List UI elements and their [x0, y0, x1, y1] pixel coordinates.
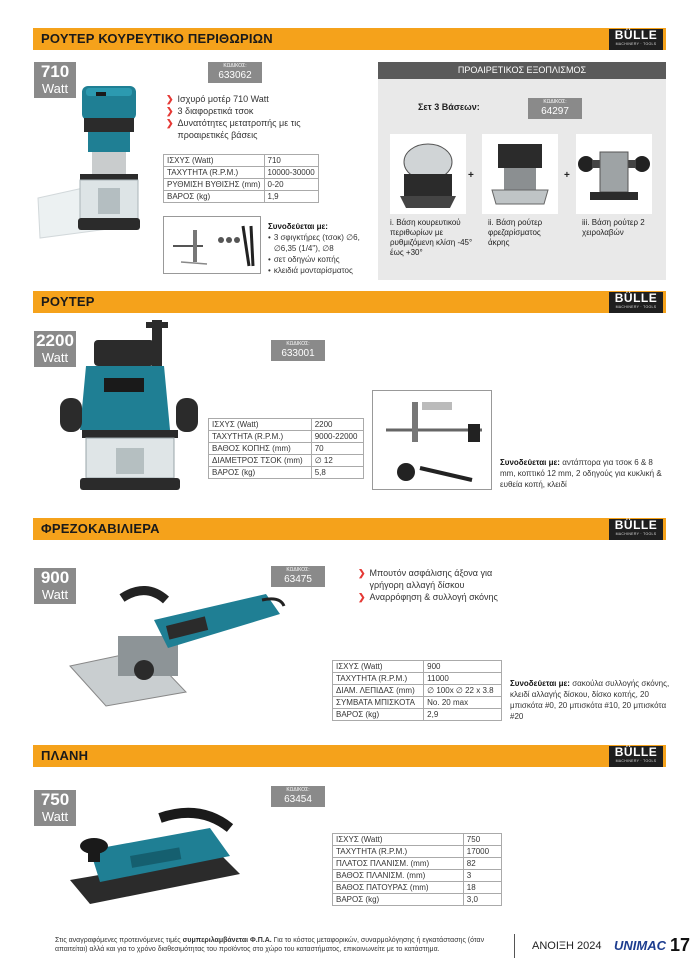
section-title: ΦΡΕΖΟΚΑΒΙΛΙΕΡΑ	[41, 521, 160, 536]
product-code-badge: ΚΩΔΙΚΟΣ: 633001	[271, 340, 325, 361]
chevron-right-icon: ❯	[166, 118, 174, 128]
bulle-logo: BÜLLE MACHINERY · TOOLS	[609, 292, 663, 313]
watt-badge: 750 Watt	[34, 790, 76, 826]
section-title: ΠΛΑΝΗ	[41, 748, 89, 763]
watt-badge: 900 Watt	[34, 568, 76, 604]
spec-row: ΒΑΡΟΣ (kg) 3,0	[333, 894, 502, 906]
product-code-badge: ΚΩΔΙΚΟΣ: 63454	[271, 786, 325, 807]
chevron-right-icon: ❯	[358, 592, 366, 602]
chevron-right-icon: ❯	[166, 94, 174, 104]
spec-row: ΙΣΧΥΣ (Watt) 900	[333, 661, 502, 673]
optional-header: ΠΡΟΑΙΡΕΤΙΚΟΣ ΕΞΟΠΛΙΣΜΟΣ	[378, 62, 666, 79]
spec-row: ΒΑΡΟΣ (kg) 2,9	[333, 709, 502, 721]
spec-table	[332, 660, 502, 721]
watt-badge: 2200 Watt	[34, 331, 76, 367]
spec-row: ΒΑΡΟΣ (kg) 1,9	[164, 191, 319, 203]
plus-sign: +	[468, 170, 474, 181]
feature-item: ❯ Δυνατότητες μετατροπής με τις προαιρετικές βάσεις	[166, 118, 301, 140]
feature-item: ❯ Αναρρόφηση & συλλογή σκόνης	[358, 592, 498, 602]
included-accessories: Συνοδεύεται με: σακούλα συλλογής σκόνης, κλειδί αλλαγής δίσκου, δίσκο κοπής, 20 μπισκότα #0, 20 μπισκότα #10, 20 μπισκότα #20	[510, 679, 670, 721]
trim-router-photo	[36, 78, 164, 268]
page-footer	[0, 932, 700, 962]
section-header-biscuit-joiner	[33, 518, 666, 540]
section-header-router	[33, 291, 666, 313]
spec-row: ΔΙΑΜ. ΛΕΠΙΔΑΣ (mm) ∅ 100x ∅ 22 x 3.8	[333, 685, 502, 697]
feature-item: ❯ Μπουτόν ασφάλισης άξονα για γρήγορη αλλαγή δίσκου	[358, 568, 493, 590]
spec-row: ΙΣΧΥΣ (Watt) 750	[333, 834, 502, 846]
spec-table	[208, 418, 364, 479]
included-accessories: Συνοδεύεται με: • 3 σφιγκτήρες (τσοκ) ∅6, ∅6,35 (1/4"), ∅8 • σετ οδηγών κοπής • κλειδιά μονταρίσματος	[268, 221, 374, 276]
feature-item: ❯ 3 διαφορετικά τσοκ	[166, 106, 254, 116]
spec-row: ΠΛΑΤΟΣ ΠΛΑΝΙΣΜ. (mm) 82	[333, 858, 502, 870]
product-code-badge: ΚΩΔΙΚΟΣ: 64297	[528, 98, 582, 119]
bulle-logo: BÜLLE MACHINERY · TOOLS	[609, 519, 663, 540]
plus-sign: +	[564, 170, 570, 181]
spec-row: ΤΑΧΥΤΗΤΑ (R.P.M.) 9000-22000	[209, 431, 364, 443]
base-i-image	[390, 134, 466, 214]
list-item: • 3 σφιγκτήρες (τσοκ) ∅6, ∅6,35 (1/4"), ∅8	[268, 233, 360, 253]
list-item: • κλειδιά μονταρίσματος	[268, 266, 353, 275]
chevron-right-icon: ❯	[166, 106, 174, 116]
unimac-logo: UNIMAC	[614, 938, 666, 953]
product-code-badge: ΚΩΔΙΚΟΣ: 63475	[271, 566, 325, 587]
spec-row: ΔΙΑΜΕΤΡΟΣ ΤΣΟΚ (mm) ∅ 12	[209, 455, 364, 467]
spec-row: ΣΥΜΒΑΤΑ ΜΠΙΣΚΟΤΑ No. 20 max	[333, 697, 502, 709]
season-label: ΑΝΟΙΞΗ 2024	[532, 940, 602, 952]
router-photo	[60, 320, 200, 500]
optional-equipment-panel	[378, 62, 666, 280]
included-accessories: Συνοδεύεται με: αντάπτορα για τσοκ 6 & 8 mm, κοπτικό 12 mm, 2 οδηγούς για κυκλική & ευθεία κοπή, κλειδί	[500, 458, 662, 489]
bulle-logo: BÜLLE MACHINERY · TOOLS	[609, 29, 663, 50]
spec-row: ΤΑΧΥΤΗΤΑ (R.P.M.) 11000	[333, 673, 502, 685]
watt-badge: 710 Watt	[34, 62, 76, 98]
base-iii-caption: iii. Βάση ρούτερ 2 χειρολαβών	[582, 218, 645, 237]
spec-row: ΙΣΧΥΣ (Watt) 2200	[209, 419, 364, 431]
spec-row: ΤΑΧΥΤΗΤΑ (R.P.M.) 17000	[333, 846, 502, 858]
spec-row: ΒΑΘΟΣ ΚΟΠΗΣ (mm) 70	[209, 443, 364, 455]
section-header-trimmer	[33, 28, 666, 50]
spec-row: ΒΑΘΟΣ ΠΛΑΝΙΣΜ. (mm) 3	[333, 870, 502, 882]
spec-row: ΡΥΘΜΙΣΗ ΒΥΘΙΣΗΣ (mm) 0-20	[164, 179, 319, 191]
chevron-right-icon: ❯	[358, 568, 366, 578]
disclaimer-text: Στις αναγραφόμενες προτεινόμενες τιμές συμπεριλαμβάνεται Φ.Π.Α. Για το κόστος μεταφορικών, συναρμολόγησης ή εγκατάστασης (όταν απαιτείται) αλλά και για το χρόνο διαθεσιμότητας του προϊόντος στο χώρο του καταστήματος, επικοινωνείτε με το κατάστημα.	[55, 937, 485, 953]
biscuit-joiner-photo	[66, 580, 286, 710]
set-label: Σετ 3 Βάσεων:	[418, 102, 480, 112]
list-item: • σετ οδηγών κοπής	[268, 255, 340, 264]
spec-table	[163, 154, 319, 203]
base-i-caption: i. Βάση κουρευτικού περιθωρίων με ρυθμιζόμενη κλίση -45° έως +30°	[390, 218, 473, 257]
spec-table	[332, 833, 502, 906]
feature-list	[358, 567, 508, 603]
spec-row: ΤΑΧΥΤΗΤΑ (R.P.M.) 10000-30000	[164, 167, 319, 179]
accessories-image	[163, 216, 261, 274]
planer-photo	[70, 800, 250, 918]
section-title: ΡΟΥΤΕΡ	[41, 294, 95, 309]
page-number: 17	[670, 935, 691, 955]
base-ii-caption: ii. Βάση ρούτερ φρεζαρίσματος άκρης	[488, 218, 543, 247]
feature-list	[166, 93, 316, 141]
bulle-logo: BÜLLE MACHINERY · TOOLS	[609, 746, 663, 767]
spec-row: ΒΑΡΟΣ (kg) 5,8	[209, 467, 364, 479]
section-header-planer	[33, 745, 666, 767]
base-iii-image	[576, 134, 652, 214]
spec-row: ΒΑΘΟΣ ΠΑΤΟΥΡΑΣ (mm) 18	[333, 882, 502, 894]
accessories-image	[372, 390, 492, 490]
section-title: ΡΟΥΤΕΡ ΚΟΥΡΕΥΤΙΚΟ ΠΕΡΙΘΩΡΙΩΝ	[41, 31, 273, 46]
spec-row: ΙΣΧΥΣ (Watt) 710	[164, 155, 319, 167]
divider	[514, 934, 515, 958]
feature-item: ❯ Ισχυρό μοτέρ 710 Watt	[166, 94, 269, 104]
base-ii-image	[482, 134, 558, 214]
product-code-badge: ΚΩΔΙΚΟΣ: 633062	[208, 62, 262, 83]
